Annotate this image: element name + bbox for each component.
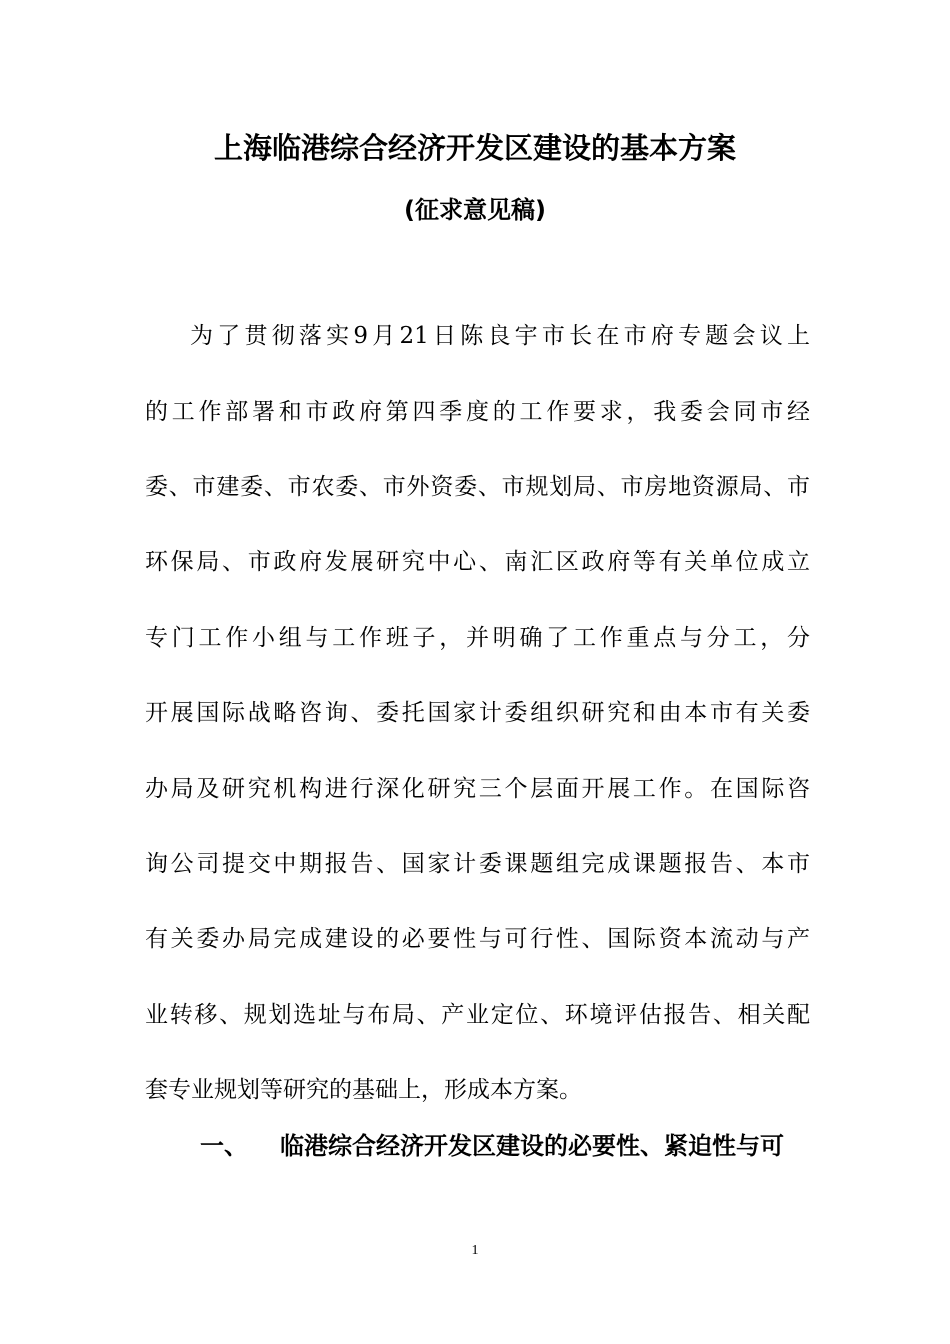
section-heading bbox=[200, 1126, 810, 1166]
paragraph-line: 委、市建委、市农委、市外资委、市规划局、市房地资源局、市 bbox=[145, 474, 810, 500]
page-number: 1 bbox=[471, 1243, 479, 1258]
paragraph-line: 询公司提交中期报告、国家计委课题组完成课题报告、本市 bbox=[145, 851, 810, 877]
paragraph-line: 有关委办局完成建设的必要性与可行性、国际资本流动与产 bbox=[145, 926, 810, 952]
section-heading-text: 临港综合经济开发区建设的必要性、紧迫性与可 bbox=[280, 1132, 784, 1160]
paragraph-line: 的工作部署和市政府第四季度的工作要求，我委会同市经 bbox=[145, 399, 810, 425]
paragraph-line: 开展国际战略咨询、委托国家计委组织研究和由本市有关委 bbox=[145, 700, 810, 726]
section-number: 一、 bbox=[200, 1132, 248, 1160]
paragraph-line: 环保局、市政府发展研究中心、南汇区政府等有关单位成立 bbox=[145, 549, 810, 575]
paragraph-line: 办局及研究机构进行深化研究三个层面开展工作。在国际咨 bbox=[145, 776, 810, 802]
paragraph-line: 业转移、规划选址与布局、产业定位、环境评估报告、相关配 bbox=[145, 1002, 810, 1028]
document-title: 上海临港综合经济开发区建设的基本方案 bbox=[213, 131, 736, 165]
paragraph-line: 为了贯彻落实9月21日陈良宇市长在市府专题会议上 bbox=[190, 323, 810, 349]
paragraph-line: 套专业规划等研究的基础上，形成本方案。 bbox=[145, 1077, 582, 1103]
paragraph-line: 专门工作小组与工作班子，并明确了工作重点与分工，分 bbox=[145, 625, 810, 651]
document-subtitle: (征求意见稿) bbox=[404, 196, 546, 224]
